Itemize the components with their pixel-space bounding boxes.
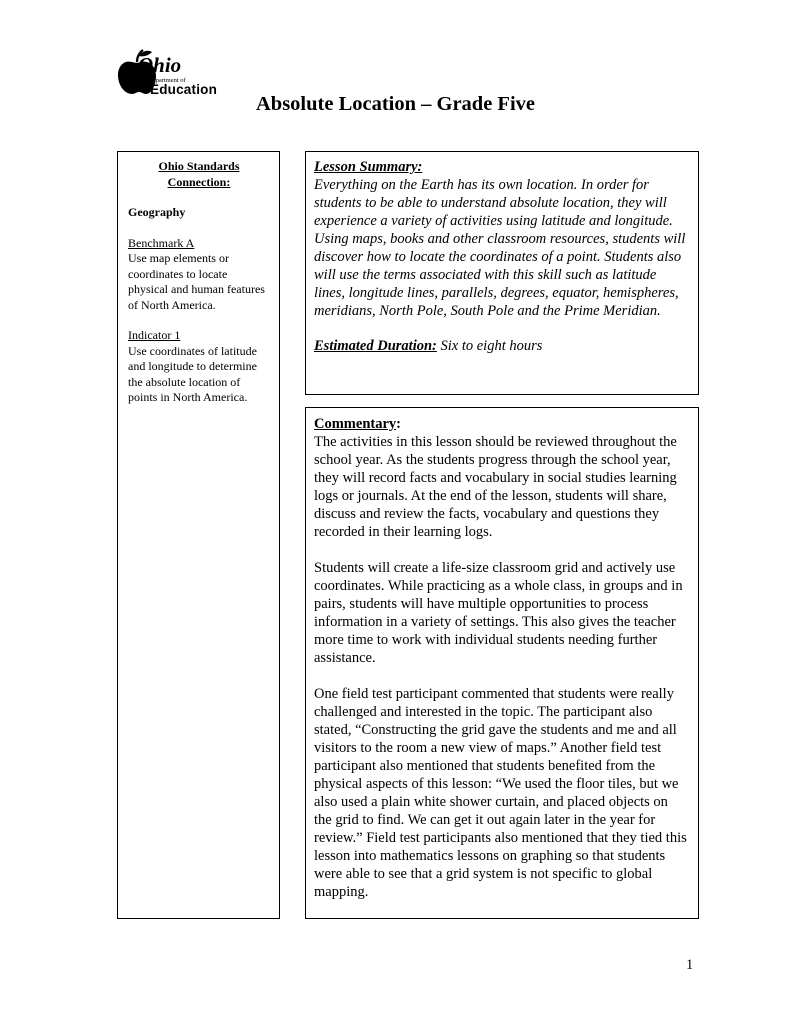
standards-heading-line1: Ohio Standards <box>158 159 240 173</box>
estimated-duration-value: Six to eight hours <box>436 338 543 354</box>
benchmark-label: Benchmark A <box>128 235 195 250</box>
commentary-label: Commentary <box>314 416 397 432</box>
estimated-duration <box>314 337 688 355</box>
standards-connection-box <box>117 151 280 919</box>
page-number: 1 <box>686 957 694 973</box>
standards-heading-line2: Connection <box>167 174 227 189</box>
lesson-summary-text: Everything on the Earth has its own location. In order for students to be able to understand absolute location, they will experience a variety of activities using latitude and longitude. Using maps, books and other classroom resources, students will discover how to locate the coordinates of a point. Students also will use the terms associated with this skill such as latitude lines, longitude lines, parallels, degrees, equator, hemispheres, meridians, North Pole, South Pole and the Prime Meridian. <box>314 177 686 319</box>
lesson-summary-label: Lesson Summary: <box>314 159 423 175</box>
page-title: Absolute Location – Grade Five <box>255 93 535 115</box>
standards-subject: Geography <box>128 205 186 219</box>
indicator-label: Indicator 1 <box>128 328 181 342</box>
commentary-paragraph-1: The activities in this lesson should be reviewed throughout the school year. As the students progress through the school year, they will record facts and vocabulary in social studies learning logs or journals. At the end of the lesson, students will share, discuss and review the facts, vocabulary and questions they recorded in their learning logs. <box>314 434 677 540</box>
commentary-heading <box>314 415 688 433</box>
standards-heading-colon: : <box>226 174 231 189</box>
logo-education-text: Education <box>150 82 218 97</box>
commentary-paragraph-3: One field test participant commented that students were really challenged and interested in the topic. The participant also stated, “Constructing the grid gave the students and me and all visitors to the room a new view of maps.” Another field test participant also mentioned that students benefited from the physical aspects of this lesson: “We used the floor tiles, but we also used a plain white shower curtain, and placed objects on the grid to find. We can get it out again later in the year for review.” Field test participants also mentioned that they tied this lesson into mathematics lessons on graphing so that students were able to see that a grid system is not specific to global mapping. <box>314 686 687 900</box>
benchmark-text: Use map elements or coordinates to locate physical and human features of North America. <box>128 251 265 312</box>
commentary-box <box>305 407 699 919</box>
commentary-colon: : <box>396 416 401 432</box>
standards-heading <box>128 159 270 190</box>
ohio-department-of-education-logo <box>116 44 228 98</box>
estimated-duration-label: Estimated Duration: <box>314 338 437 354</box>
ohio-script-text: Ohio <box>138 53 182 77</box>
indicator-text: Use coordinates of latitude and longitude to determine the absolute location of points in North America. <box>128 343 257 404</box>
lesson-summary-box <box>305 151 699 395</box>
logo-department-text: Department of <box>148 77 186 84</box>
commentary-paragraph-2: Students will create a life-size classroom grid and actively use coordinates. While practicing as a whole class, in groups and in pairs, students will have multiple opportunities to process information in a variety of settings. This also gives the teacher more time to work with individual students needing further assistance. <box>314 560 683 666</box>
